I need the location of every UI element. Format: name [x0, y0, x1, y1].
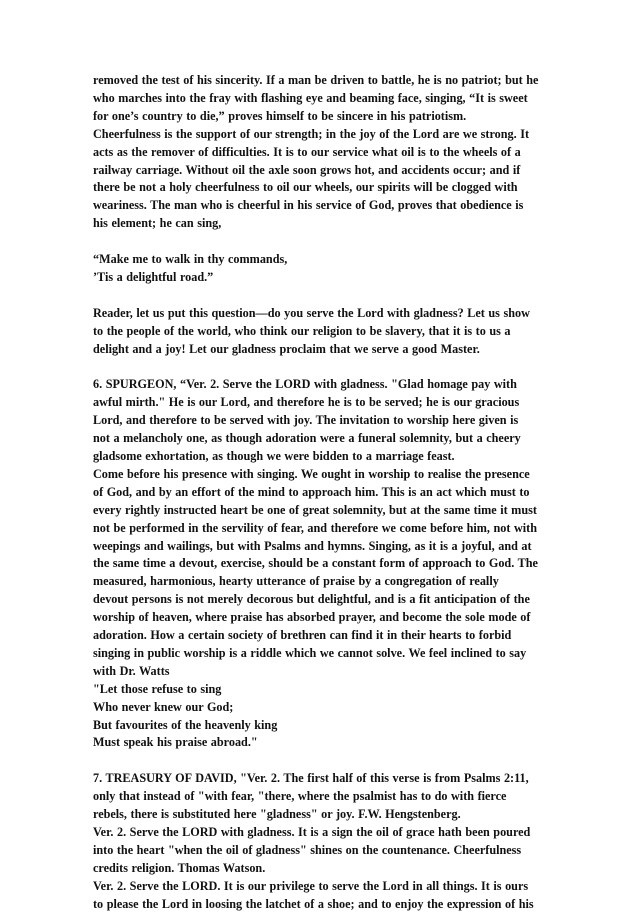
paragraph-gap — [93, 233, 551, 251]
text-line: measured, harmonious, hearty utterance of praise by a congregation of really — [93, 574, 499, 589]
text-line: adoration. How a certain society of brethren can find it in their hearts to forbid — [93, 628, 512, 643]
document-body — [93, 72, 551, 914]
text-line: his element; he can sing, — [93, 216, 222, 231]
text-line: removed the test of his sincerity. If a man be driven to battle, he is no patriot; but he — [93, 73, 539, 87]
text-line: only that instead of "with fear, "there, where the psalmist has to do with fierce — [93, 789, 507, 804]
text-line: Cheerfulness is the support of our strength; in the joy of the Lord are we strong. It — [93, 126, 530, 141]
text-line: weepings and wailings, but with Psalms and hymns. Singing, as it is a joyful, and at — [93, 538, 532, 553]
verse-line: “Make me to walk in thy commands, — [93, 252, 288, 267]
verse-line: Must speak his praise abroad." — [93, 735, 258, 750]
text-line: worship of heaven, where praise has absorbed prayer, and become the sole mode of — [93, 610, 531, 625]
paragraph-gap — [93, 752, 551, 770]
verse-line: But favourites of the heavenly king — [93, 717, 278, 732]
text-line: weariness. The man who is cheerful in his service of God, proves that obedience is — [93, 198, 524, 213]
paragraph-reader-question — [93, 305, 551, 359]
verse-line: Who never knew our God; — [93, 699, 234, 714]
text-line: for one’s country to die,” proves himself to be sincere in his patriotism. — [93, 108, 467, 123]
text-line: railway carriage. Without oil the axle soon grows hot, and accidents occur; and if — [93, 162, 521, 177]
text-line: not be performed in the servility of fear, and therefore we come before him, not with — [93, 520, 538, 535]
text-line: acts as the remover of difficulties. It is to our service what oil is to the wheels of a — [93, 144, 521, 159]
text-line: delight and a joy! Let our gladness proclaim that we serve a good Master. — [93, 341, 480, 356]
text-line: to the people of the world, who think our religion to be slavery, that it is to us a — [93, 323, 511, 338]
text-line: to please the Lord in loosing the latchet of a shoe; and to enjoy the expression of his — [93, 896, 534, 911]
text-line: gladsome exhortation, as though we were bidden to a marriage feast. — [93, 448, 455, 463]
text-line: the same time a devout, exercise, should be a constant form of approach to God. The — [93, 556, 538, 571]
text-line: Lord, and therefore to be served with joy. The invitation to worship here given is — [93, 413, 519, 428]
verse-line: "Let those refuse to sing — [93, 681, 222, 696]
text-line: rebels, there is substituted here "gladness" or joy. F.W. Hengstenberg. — [93, 807, 461, 822]
text-line: Ver. 2. Serve the LORD with gladness. It is a sign the oil of grace hath been poured — [93, 825, 531, 839]
text-line: credits religion. Thomas Watson. — [93, 860, 266, 875]
paragraph-cheerfulness — [93, 72, 551, 233]
hymn-quote — [93, 251, 551, 287]
text-line: 7. TREASURY OF DAVID, "Ver. 2. The first half of this verse is from Psalms 2:11, — [93, 771, 529, 786]
text-line: awful mirth." He is our Lord, and therefore he is to be served; he is our gracious — [93, 395, 520, 410]
paragraph-gap — [93, 358, 551, 376]
text-line: not a melancholy one, as though adoration were a funeral solemnity, but a cheery — [93, 431, 521, 446]
text-line: every rightly instructed heart be one of great solemnity, but at the same time it must — [93, 502, 537, 517]
text-line: with Dr. Watts — [93, 663, 170, 678]
text-line: into the heart "when the oil of gladness" shines on the countenance. Cheerfulness — [93, 842, 522, 857]
verse-line: ’Tis a delightful road.” — [93, 269, 214, 284]
text-line: Ver. 2. Serve the LORD. It is our privilege to serve the Lord in all things. It is ours — [93, 878, 529, 893]
text-line: singing in public worship is a riddle which we cannot solve. We feel inclined to say — [93, 645, 527, 660]
text-line: there be not a holy cheerfulness to oil our wheels, our spirits will be clogged with — [93, 180, 518, 195]
section-spurgeon — [93, 376, 551, 752]
text-line: of God, and by an effort of the mind to approach him. This is an act which must to — [93, 484, 530, 499]
text-line: Reader, let us put this question—do you serve the Lord with gladness? Let us show — [93, 305, 530, 320]
paragraph-gap — [93, 287, 551, 305]
section-treasury-of-david — [93, 770, 551, 913]
text-line: who marches into the fray with flashing eye and beaming face, singing, “It is sweet — [93, 90, 528, 105]
text-line: 6. SPURGEON, “Ver. 2. Serve the LORD with gladness. "Glad homage pay with — [93, 377, 517, 392]
text-line: devout persons is not merely decorous but delightful, and is a fit anticipation of the — [93, 592, 530, 607]
text-line: Come before his presence with singing. We ought in worship to realise the presence — [93, 466, 530, 481]
